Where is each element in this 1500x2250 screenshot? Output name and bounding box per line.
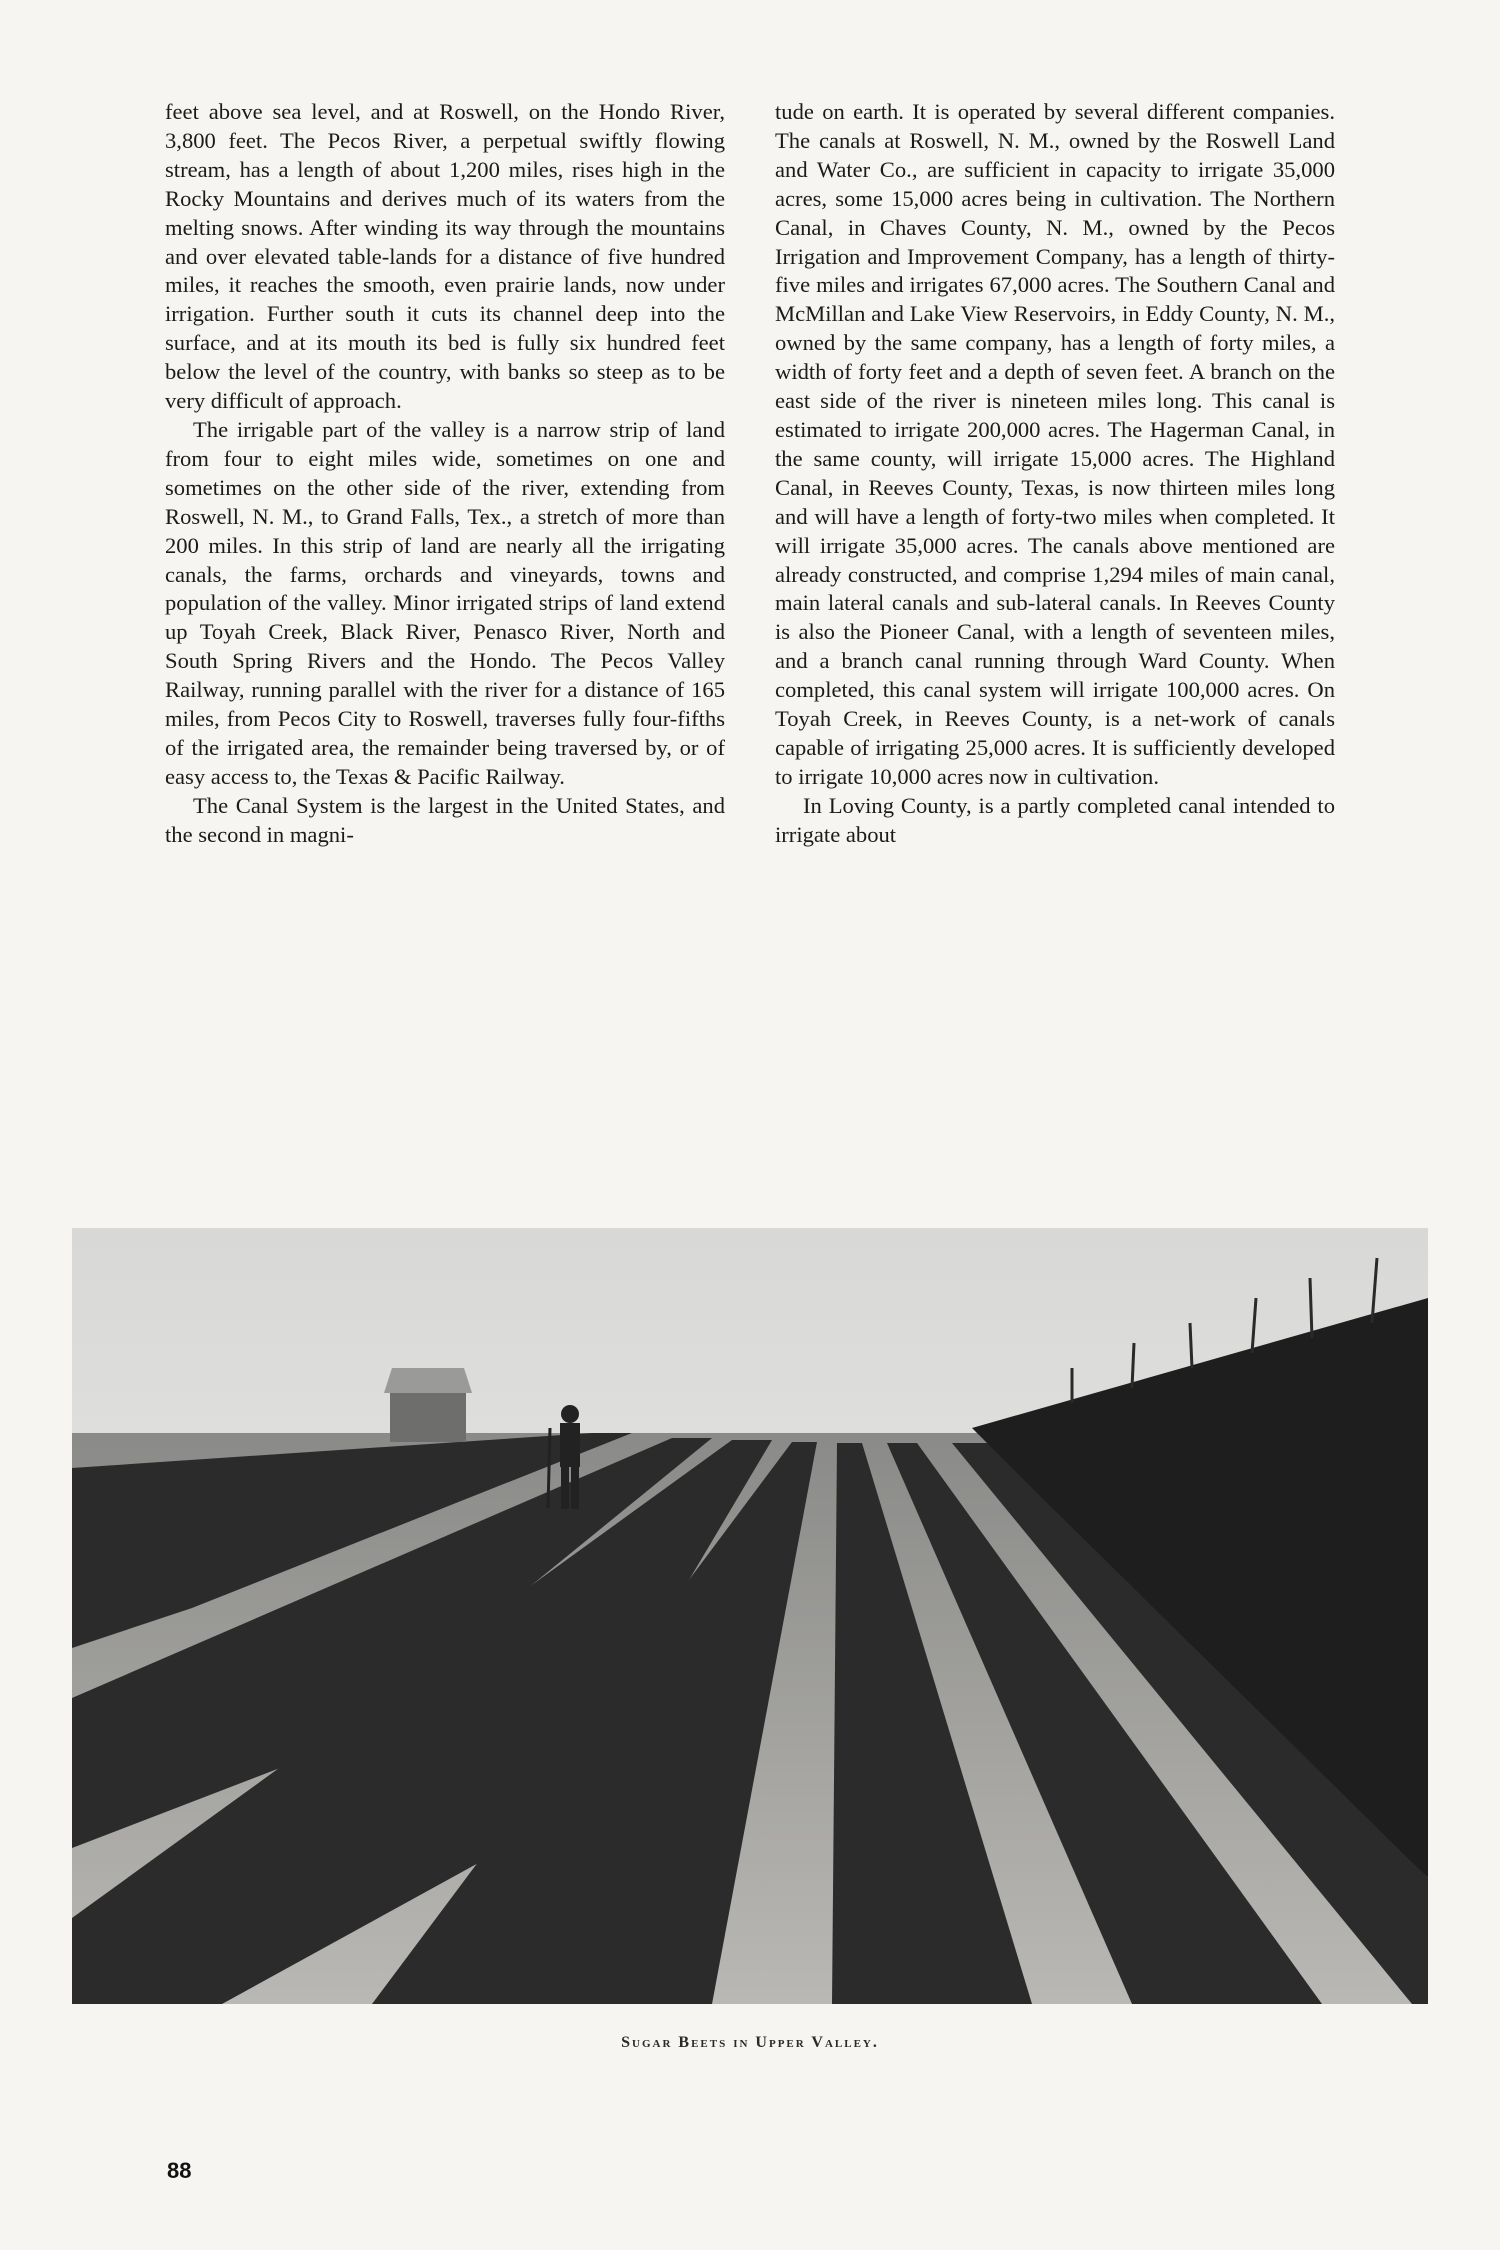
paragraph: feet above sea level, and at Roswell, on the Hondo River, 3,800 feet. The Pecos River, a perpetual swiftly flowing stream, has a length of about 1,200 miles, rises high in the Rocky Mountains and derives much of its waters from the melting snows. After winding its way through the mountains and over elevated table-lands for a distance of five hundred miles, it reaches the smooth, even prairie lands, now under irrigation. Further south it cuts its channel deep into the surface, and at its mouth its bed is fully six hundred feet below the level of the country, with banks so steep as to be very difficult of approach. <box>165 99 725 414</box>
photo-caption: Sugar Beets in Upper Valley. <box>621 2034 879 2051</box>
paragraph: In Loving County, is a partly completed canal intended to irrigate about <box>775 792 1335 847</box>
right-text-column <box>775 98 1335 850</box>
farm-shed <box>384 1368 472 1442</box>
left-text-column <box>165 98 725 850</box>
field-photo-illustration <box>72 1228 1428 2004</box>
paragraph: The Canal System is the largest in the United States, and the second in magni- <box>165 792 725 847</box>
sugar-beet-field-photo <box>72 1228 1428 2004</box>
paragraph: The irrigable part of the valley is a narrow strip of land from four to eight miles wide, sometimes on one and sometimes on the other side of the river, extending from Roswell, N. M., to Grand Falls, Tex., a stretch of more than 200 miles. In this strip of land are nearly all the irrigating canals, the farms, orchards and vineyards, towns and population of the valley. Minor irrigated strips of land extend up Toyah Creek, Black River, Penasco River, North and South Spring Rivers and the Hondo. The Pecos Valley Railway, running parallel with the river for a distance of 165 miles, from Pecos City to Roswell, traverses fully four-fifths of the irrigated area, the remainder being traversed by, or of easy access to, the Texas & Pacific Railway. <box>165 416 725 789</box>
paragraph: tude on earth. It is operated by several different companies. The canals at Roswell, N. M., owned by the Roswell Land and Water Co., are sufficient in capacity to irrigate 35,000 acres, some 15,000 acres being in cultivation. The Northern Canal, in Chaves County, N. M., owned by the Pecos Irrigation and Improvement Company, has a length of thirty-five miles and irrigates 67,000 acres. The Southern Canal and McMillan and Lake View Reservoirs, in Eddy County, N. M., owned by the same company, has a length of forty miles, a width of forty feet and a depth of seven feet. A branch on the east side of the river is nineteen miles long. This canal is estimated to irrigate 200,000 acres. The Hagerman Canal, in the same county, will irrigate 15,000 acres. The Highland Canal, in Reeves County, Texas, is now thirteen miles long and will have a length of forty-two miles when completed. It will irrigate 35,000 acres. The canals above mentioned are already constructed, and comprise 1,294 miles of main canal, main lateral canals and sub-lateral canals. In Reeves County is also the Pioneer Canal, with a length of seventeen miles, and a branch canal running through Ward County. When completed, this canal system will irrigate 100,000 acres. On Toyah Creek, in Reeves County, is a net-work of canals capable of irrigating 25,000 acres. It is sufficiently developed to irrigate 10,000 acres now in cultivation. <box>775 99 1335 789</box>
page-number: 88 <box>167 2158 192 2183</box>
